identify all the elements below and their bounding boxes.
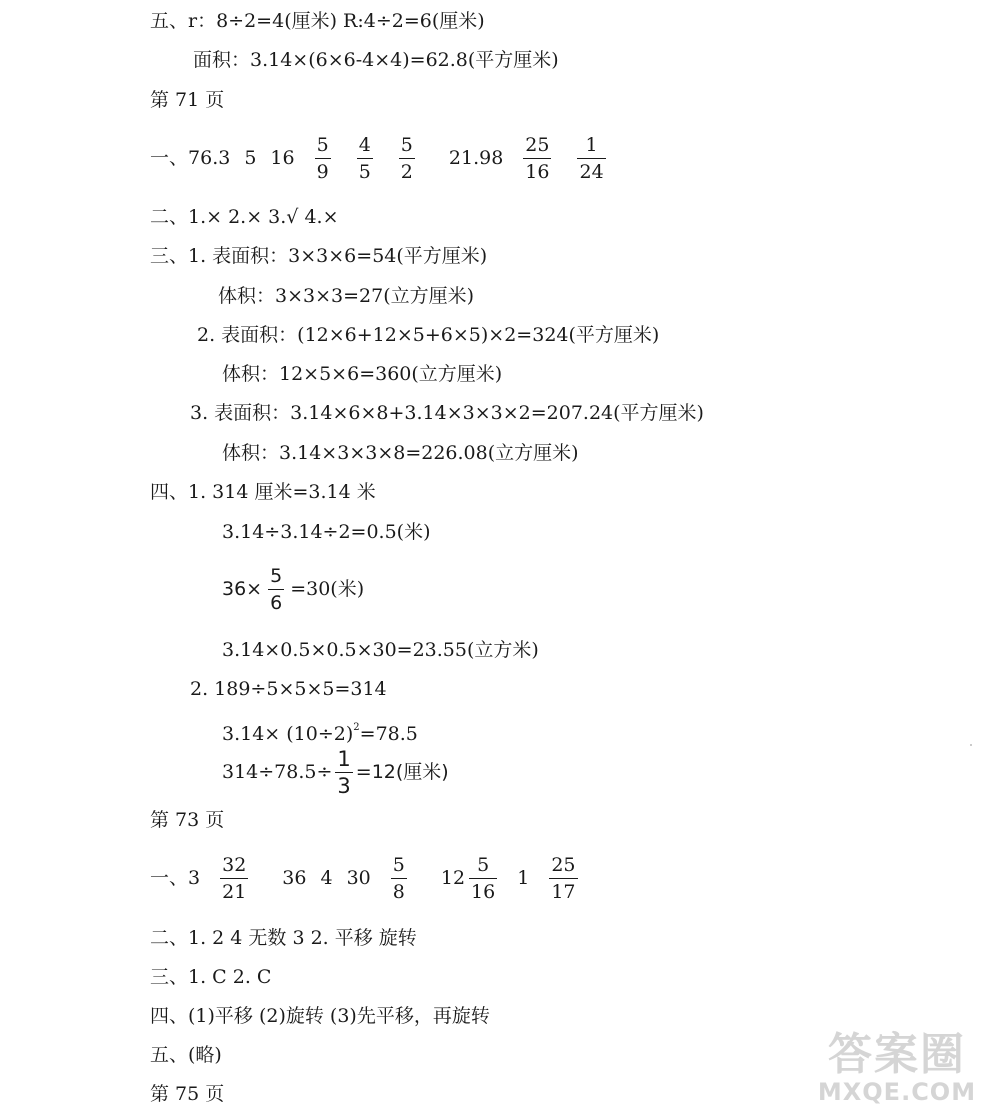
- answer-line: 体积：12×5×6=360(立方厘米): [222, 363, 503, 385]
- answer-line: [222, 716, 418, 746]
- whole-part: 12: [440, 867, 466, 889]
- numerator: 5: [477, 853, 490, 876]
- line-prefix: 一、: [150, 867, 189, 889]
- answer-line-fraction: [222, 746, 449, 798]
- watermark: [802, 1031, 992, 1105]
- answer-line: 2. 表面积：(12×6+12×5+6×5)×2=324(平方厘米): [197, 324, 660, 346]
- answer-line: 二、1. 2 4 无数 3 2. 平移 旋转: [150, 927, 417, 949]
- answer-line: 2. 189÷5×5×5=314: [190, 678, 387, 700]
- answer-line: 五、(略): [150, 1044, 222, 1066]
- fraction: [399, 134, 415, 183]
- fraction: [315, 134, 331, 183]
- fraction: [335, 748, 352, 797]
- answer-value: 16: [270, 147, 295, 169]
- fraction: [549, 854, 577, 903]
- answer-line-fractions: [150, 851, 584, 905]
- fraction: [391, 854, 407, 903]
- mixed-number: [441, 854, 503, 903]
- denominator: 17: [551, 880, 576, 903]
- denominator: 5: [358, 160, 371, 183]
- numerator: 5: [392, 853, 405, 876]
- denominator: 16: [471, 880, 496, 903]
- answer-line: 3. 表面积：3.14×6×8+3.14×3×3×2=207.24(平方厘米): [190, 402, 704, 424]
- denominator: 8: [392, 880, 405, 903]
- answer-value: 30: [346, 867, 371, 889]
- denominator: 16: [525, 160, 550, 183]
- expression-part: =78.5: [359, 723, 418, 745]
- watermark-logo-text: 答案圈: [828, 1029, 966, 1080]
- denominator: 24: [579, 160, 604, 183]
- scan-speck: [970, 744, 972, 746]
- numerator: 1: [585, 133, 598, 156]
- numerator: 4: [358, 133, 371, 156]
- answer-line: 三、1. C 2. C: [150, 966, 272, 988]
- watermark-url: MXQE.COM: [817, 1078, 977, 1106]
- answer-line: 面积：3.14×(6×6-4×4)=62.8(平方厘米): [193, 49, 559, 71]
- fraction: [469, 854, 497, 903]
- expression-part: 36×: [222, 578, 263, 600]
- answer-value: 36: [282, 867, 307, 889]
- numerator: 25: [551, 853, 576, 876]
- answer-line-fractions: [150, 132, 612, 184]
- answer-value: 76.3: [188, 147, 231, 169]
- numerator: 32: [222, 853, 247, 876]
- numerator: 5: [316, 133, 329, 156]
- answer-value: 5: [244, 147, 257, 169]
- answer-line: 五、r：8÷2=4(厘米) R:4÷2=6(厘米): [150, 10, 485, 32]
- expression-part: 314÷78.5÷: [222, 761, 333, 783]
- answer-line: 3.14÷3.14÷2=0.5(米): [222, 521, 431, 543]
- answer-line: 四、(1)平移 (2)旋转 (3)先平移，再旋转: [150, 1005, 490, 1027]
- fraction: [577, 134, 605, 183]
- answer-line: 体积：3×3×3=27(立方厘米): [218, 285, 475, 307]
- answer-value: 3: [188, 867, 201, 889]
- answer-value: 1: [517, 867, 530, 889]
- answer-line: 三、1. 表面积：3×3×6=54(平方厘米): [150, 245, 488, 267]
- numerator: 5: [270, 564, 283, 587]
- denominator: 3: [337, 773, 351, 798]
- expression-part: =12(厘米): [355, 761, 449, 783]
- answer-line: 体积：3.14×3×3×8=226.08(立方厘米): [222, 442, 579, 464]
- answer-line: 四、1. 314 厘米=3.14 米: [150, 481, 376, 503]
- numerator: 5: [400, 133, 413, 156]
- answer-line: 二、1.× 2.× 3.√ 4.×: [150, 206, 339, 228]
- answer-line-fraction: [222, 563, 364, 615]
- numerator: 25: [525, 133, 550, 156]
- fraction: [357, 134, 373, 183]
- exponent: 2: [353, 722, 360, 733]
- expression-part: 3.14× (10÷2): [222, 723, 354, 745]
- denominator: 9: [316, 160, 329, 183]
- denominator: 21: [222, 880, 247, 903]
- denominator: 6: [270, 591, 283, 614]
- answer-value: 4: [320, 867, 333, 889]
- numerator: 1: [337, 746, 351, 771]
- page-heading: 第 73 页: [150, 809, 225, 831]
- answer-value: 21.98: [448, 147, 504, 169]
- answer-line: 3.14×0.5×0.5×30=23.55(立方米): [222, 639, 539, 661]
- page-heading: 第 75 页: [150, 1083, 225, 1105]
- line-prefix: 一、: [150, 147, 189, 169]
- page-heading: 第 71 页: [150, 89, 225, 111]
- fraction: [268, 565, 284, 614]
- fraction: [220, 854, 248, 903]
- fraction: [523, 134, 551, 183]
- denominator: 2: [400, 160, 413, 183]
- expression-part: =30(米): [290, 578, 365, 600]
